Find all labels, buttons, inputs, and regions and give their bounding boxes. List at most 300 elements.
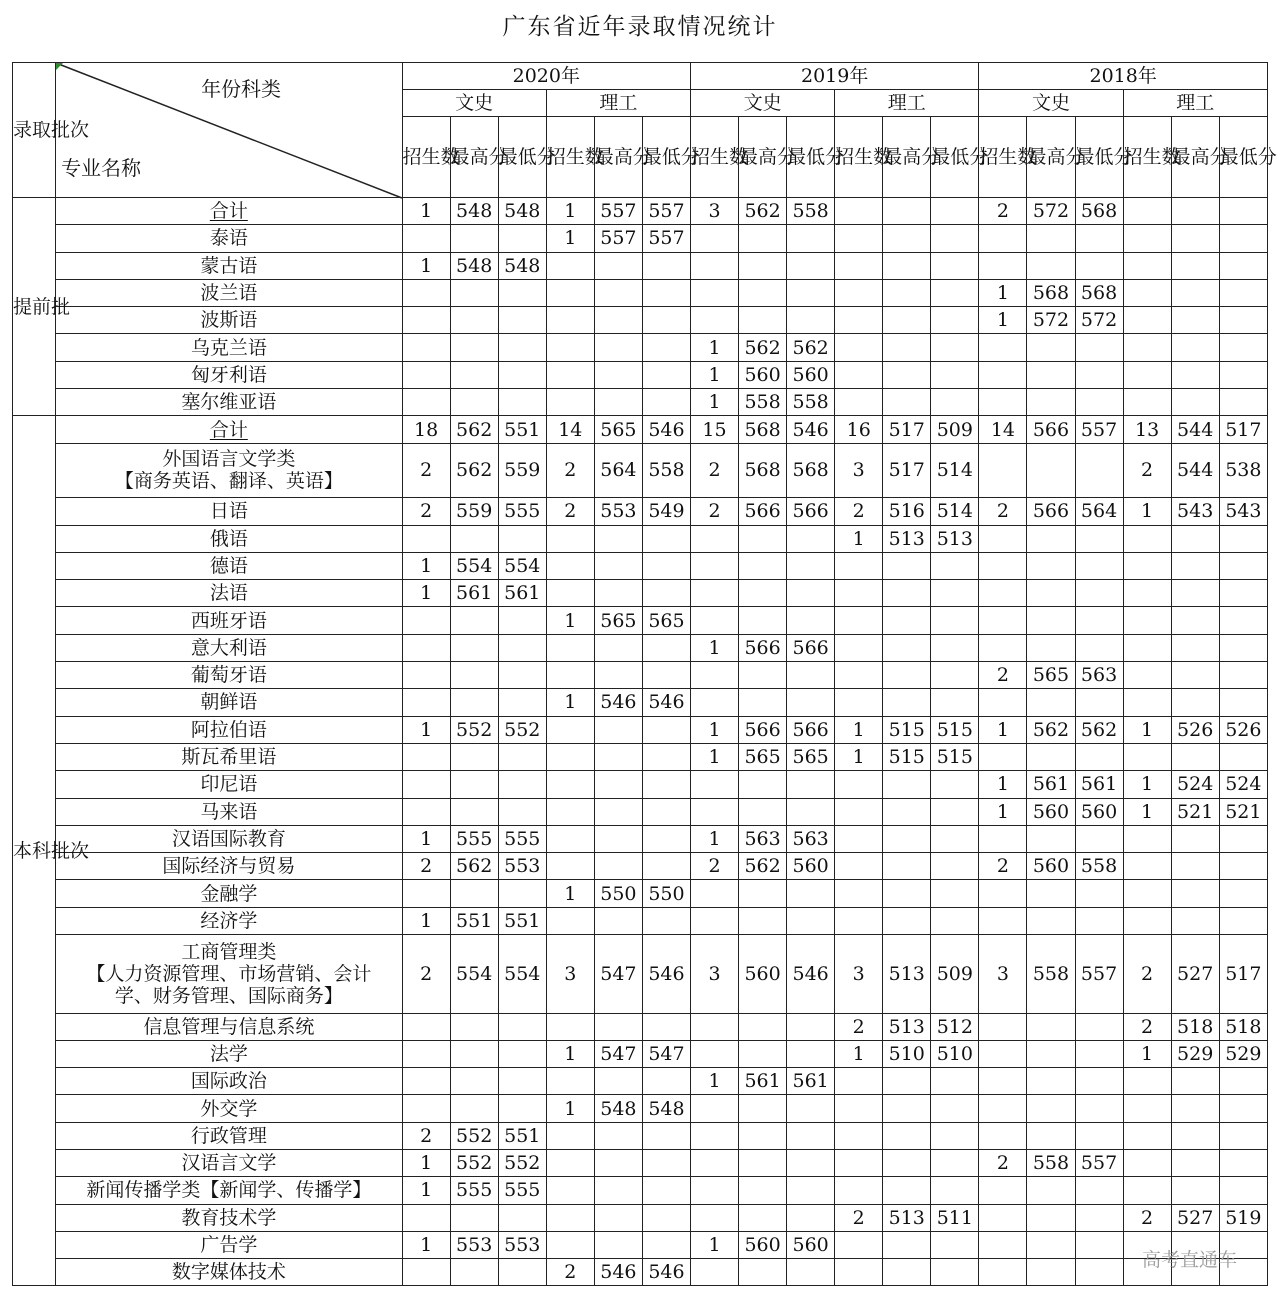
min-score [1219,361,1267,388]
enrolled-count [1123,1150,1171,1177]
column-header-cell: 最高分 [1171,117,1219,198]
max-score: 560 [739,1231,787,1258]
max-score [594,907,642,934]
max-score: 561 [1027,771,1075,798]
min-score [1075,689,1123,716]
min-score: 517 [1219,935,1267,1014]
enrolled-count [690,1150,738,1177]
enrolled-count: 1 [402,198,450,225]
major-name-line: 广告学 [200,1234,258,1257]
max-score [594,279,642,306]
max-score: 515 [883,716,931,743]
max-score: 558 [1027,1150,1075,1177]
enrolled-count [546,1150,594,1177]
enrolled-count [402,1259,450,1286]
max-score: 572 [1027,307,1075,334]
min-score: 553 [498,1231,546,1258]
min-score [931,907,979,934]
enrolled-count [979,907,1027,934]
min-score [931,825,979,852]
max-score: 551 [450,907,498,934]
enrolled-count [979,607,1027,634]
corner-header [56,63,403,198]
max-score: 513 [883,525,931,552]
enrolled-count: 1 [402,716,450,743]
max-score [1027,443,1075,498]
min-score: 559 [498,443,546,498]
major-name-line: 信息管理与信息系统 [143,1015,315,1038]
major-name [56,307,403,334]
max-score [1171,1122,1219,1149]
max-score [1171,607,1219,634]
max-score [450,307,498,334]
min-score [642,1204,690,1231]
max-score [883,1150,931,1177]
min-score: 518 [1219,1013,1267,1040]
min-score [1075,743,1123,770]
max-score [450,798,498,825]
column-header-cell: 招生数 [402,117,450,198]
enrolled-count [1123,361,1171,388]
min-score: 557 [1075,416,1123,443]
enrolled-count [546,825,594,852]
enrolled-count: 1 [546,880,594,907]
enrolled-count [979,1040,1027,1067]
max-score: 562 [739,334,787,361]
min-score [642,1122,690,1149]
min-score [1075,1013,1123,1040]
enrolled-count [979,880,1027,907]
enrolled-count [835,1231,883,1258]
enrolled-count [1123,1122,1171,1149]
major-name-line: 汉语国际教育 [171,827,286,850]
major-name-line: 意大利语 [190,636,267,659]
max-score [1171,334,1219,361]
max-score [450,1259,498,1286]
min-score [642,1150,690,1177]
enrolled-count [690,798,738,825]
major-name [56,1231,403,1258]
major-name-line: 外国语言文学类 [162,448,296,471]
max-score: 524 [1171,771,1219,798]
max-score [594,716,642,743]
min-score [931,880,979,907]
max-score [739,771,787,798]
enrolled-count: 1 [546,689,594,716]
enrolled-count [546,1231,594,1258]
major-name [56,1095,403,1122]
table-row [13,853,1268,880]
min-score [498,689,546,716]
major-name [56,225,403,252]
enrolled-count [1123,825,1171,852]
max-score: 510 [883,1040,931,1067]
max-score [1171,662,1219,689]
min-score [787,1040,835,1067]
max-score: 548 [450,252,498,279]
max-score [883,279,931,306]
max-score: 568 [739,416,787,443]
max-score [594,252,642,279]
major-name-line: 朝鲜语 [200,691,258,714]
enrolled-count: 1 [690,743,738,770]
min-score: 558 [787,389,835,416]
min-score [787,798,835,825]
min-score [498,880,546,907]
min-score: 568 [787,443,835,498]
max-score [1171,880,1219,907]
enrolled-count: 1 [1123,498,1171,525]
enrolled-count: 1 [402,1177,450,1204]
enrolled-count: 1 [690,1231,738,1258]
max-score: 553 [450,1231,498,1258]
min-score: 548 [642,1095,690,1122]
min-score [931,307,979,334]
max-score [450,1068,498,1095]
max-score: 558 [739,389,787,416]
max-score: 552 [450,1150,498,1177]
enrolled-count [546,853,594,880]
min-score [1075,1068,1123,1095]
min-score [498,607,546,634]
min-score: 565 [787,743,835,770]
min-score: 510 [931,1040,979,1067]
max-score [1171,1150,1219,1177]
enrolled-count [690,1122,738,1149]
table-row [13,552,1268,579]
min-score: 548 [498,252,546,279]
max-score [594,662,642,689]
min-score: 566 [787,634,835,661]
major-name [56,662,403,689]
column-header-cell: 招生数 [979,117,1027,198]
enrolled-count: 1 [546,198,594,225]
max-score [883,307,931,334]
max-score [1171,1068,1219,1095]
green-marker-icon [56,63,63,70]
total-row [13,416,1268,443]
max-score: 566 [1027,416,1075,443]
major-name [56,498,403,525]
max-score [739,307,787,334]
max-score: 557 [594,225,642,252]
max-score [1027,907,1075,934]
major-name-line: 匈牙利语 [190,363,267,386]
enrolled-count: 3 [546,935,594,1014]
max-score [739,252,787,279]
major-name-line: 国际经济与贸易 [162,855,296,878]
min-score [642,743,690,770]
enrolled-count: 2 [402,443,450,498]
major-name-line: 德语 [209,555,248,577]
min-score [1075,1259,1123,1286]
enrolled-count: 13 [1123,416,1171,443]
enrolled-count: 14 [979,416,1027,443]
enrolled-count [835,1259,883,1286]
max-score [1171,198,1219,225]
batch-column-header: 录取批次 [13,63,56,198]
max-score [739,1095,787,1122]
min-score: 551 [498,1122,546,1149]
max-score [450,1013,498,1040]
max-score [450,1095,498,1122]
major-name [56,1068,403,1095]
enrolled-count [690,525,738,552]
max-score [594,634,642,661]
min-score [931,771,979,798]
table-row [13,580,1268,607]
max-score [594,552,642,579]
max-score [1171,389,1219,416]
min-score: 562 [787,334,835,361]
min-score [1219,225,1267,252]
table-row [13,689,1268,716]
max-score [1027,580,1075,607]
min-score [642,307,690,334]
enrolled-count [546,334,594,361]
max-score [1027,825,1075,852]
min-score [787,689,835,716]
enrolled-count [690,689,738,716]
min-score [642,771,690,798]
enrolled-count: 2 [690,853,738,880]
total-row [13,198,1268,225]
year-header-2018: 2018年 [979,63,1268,90]
enrolled-count [402,1068,450,1095]
min-score [931,662,979,689]
enrolled-count [979,580,1027,607]
enrolled-count: 3 [979,935,1027,1014]
min-score: 549 [642,498,690,525]
min-score: 558 [642,443,690,498]
max-score [450,689,498,716]
min-score [931,334,979,361]
min-score [498,361,546,388]
enrolled-count: 1 [402,252,450,279]
enrolled-count [546,634,594,661]
max-score: 513 [883,1013,931,1040]
enrolled-count: 1 [402,552,450,579]
min-score [1219,662,1267,689]
enrolled-count: 1 [835,716,883,743]
enrolled-count [402,334,450,361]
major-name [56,935,403,1014]
enrolled-count: 1 [979,307,1027,334]
major-name-line: 乌克兰语 [190,336,267,359]
max-score: 562 [739,853,787,880]
max-score: 565 [739,743,787,770]
major-name-line: 行政管理 [190,1124,267,1147]
min-score [498,307,546,334]
table-row [13,1150,1268,1177]
min-score [1219,1122,1267,1149]
max-score [1027,634,1075,661]
major-name [56,716,403,743]
enrolled-count: 1 [979,279,1027,306]
enrolled-count: 1 [402,580,450,607]
min-score [498,1068,546,1095]
enrolled-count [979,334,1027,361]
min-score [642,662,690,689]
min-score [642,1177,690,1204]
max-score: 566 [739,498,787,525]
major-name [56,552,403,579]
corner-top-label: 年份科类 [201,77,282,101]
column-header-cell: 招生数 [546,117,594,198]
max-score [450,607,498,634]
enrolled-count [979,1095,1027,1122]
column-header-cell: 最低分 [1075,117,1123,198]
enrolled-count: 16 [835,416,883,443]
major-name-line: 葡萄牙语 [190,664,267,687]
min-score [642,334,690,361]
max-score [739,907,787,934]
min-score: 552 [498,716,546,743]
min-score: 519 [1219,1204,1267,1231]
major-name [56,252,403,279]
min-score [1219,279,1267,306]
min-score: 514 [931,443,979,498]
min-score [1219,525,1267,552]
min-score [1075,1040,1123,1067]
max-score: 554 [450,552,498,579]
min-score: 538 [1219,443,1267,498]
enrolled-count [1123,552,1171,579]
total-label [56,198,403,225]
min-score [1219,334,1267,361]
enrolled-count [402,743,450,770]
column-header-cell: 最低分 [931,117,979,198]
max-score: 560 [1027,853,1075,880]
max-score [883,771,931,798]
column-header-cell: 最低分 [1219,117,1267,198]
major-name [56,1040,403,1067]
min-score [931,1150,979,1177]
max-score: 548 [450,198,498,225]
enrolled-count: 3 [835,935,883,1014]
enrolled-count: 1 [690,1068,738,1095]
min-score: 551 [498,907,546,934]
min-score [787,1204,835,1231]
min-score [498,1013,546,1040]
enrolled-count [1123,1095,1171,1122]
enrolled-count [979,634,1027,661]
min-score: 517 [1219,416,1267,443]
enrolled-count [402,525,450,552]
min-score [931,853,979,880]
enrolled-count: 1 [1123,771,1171,798]
min-score [498,225,546,252]
min-score: 563 [787,825,835,852]
enrolled-count [402,689,450,716]
enrolled-count [979,525,1027,552]
enrolled-count [1123,389,1171,416]
enrolled-count [835,252,883,279]
enrolled-count [690,771,738,798]
min-score [1075,225,1123,252]
max-score: 527 [1171,935,1219,1014]
max-score: 547 [594,935,642,1014]
table-row [13,1259,1268,1286]
enrolled-count [1123,225,1171,252]
max-score [1027,1204,1075,1231]
major-name-line: 波斯语 [200,309,258,332]
major-name [56,1177,403,1204]
max-score [594,771,642,798]
max-score: 565 [594,607,642,634]
max-score: 560 [739,935,787,1014]
major-name-line: 汉语言文学 [181,1152,277,1175]
min-score: 560 [1075,798,1123,825]
min-score: 529 [1219,1040,1267,1067]
enrolled-count [690,307,738,334]
enrolled-count [402,361,450,388]
max-score [1027,552,1075,579]
column-header-cell: 最高分 [450,117,498,198]
max-score: 517 [883,416,931,443]
watermark: 高考直通车 [1142,1249,1238,1271]
enrolled-count [546,662,594,689]
column-header-cell: 最高分 [1027,117,1075,198]
enrolled-count [835,225,883,252]
major-name-line: 金融学 [200,882,258,905]
enrolled-count: 2 [1123,1013,1171,1040]
table-row [13,1013,1268,1040]
enrolled-count: 2 [1123,1204,1171,1231]
enrolled-count [979,689,1027,716]
min-score: 546 [787,935,835,1014]
major-name-line: 教育技术学 [181,1206,277,1229]
major-name [56,1204,403,1231]
max-score: 543 [1171,498,1219,525]
enrolled-count: 2 [402,1122,450,1149]
track-header-wenshi: 文史 [690,90,834,117]
max-score [1027,389,1075,416]
min-score: 564 [1075,498,1123,525]
enrolled-count [546,1177,594,1204]
max-score: 550 [594,880,642,907]
min-score: 515 [931,716,979,743]
min-score [787,1013,835,1040]
enrolled-count [835,907,883,934]
table-row [13,798,1268,825]
min-score [931,634,979,661]
max-score: 554 [450,935,498,1014]
max-score: 560 [1027,798,1075,825]
enrolled-count [690,1013,738,1040]
enrolled-count [835,634,883,661]
enrolled-count: 1 [1123,1040,1171,1067]
min-score [1219,853,1267,880]
table-row [13,907,1268,934]
max-score: 557 [594,198,642,225]
min-score: 546 [642,689,690,716]
batch-label: 提前批 [13,198,56,416]
batch-label: 本科批次 [13,416,56,1286]
total-label-text: 合计 [209,200,248,223]
major-name [56,607,403,634]
max-score [1027,1259,1075,1286]
max-score: 527 [1171,1204,1219,1231]
table-row [13,498,1268,525]
enrolled-count [835,853,883,880]
enrolled-count: 2 [979,662,1027,689]
max-score [1171,307,1219,334]
max-score [1171,580,1219,607]
min-score: 551 [498,416,546,443]
max-score [1171,907,1219,934]
min-score [498,798,546,825]
